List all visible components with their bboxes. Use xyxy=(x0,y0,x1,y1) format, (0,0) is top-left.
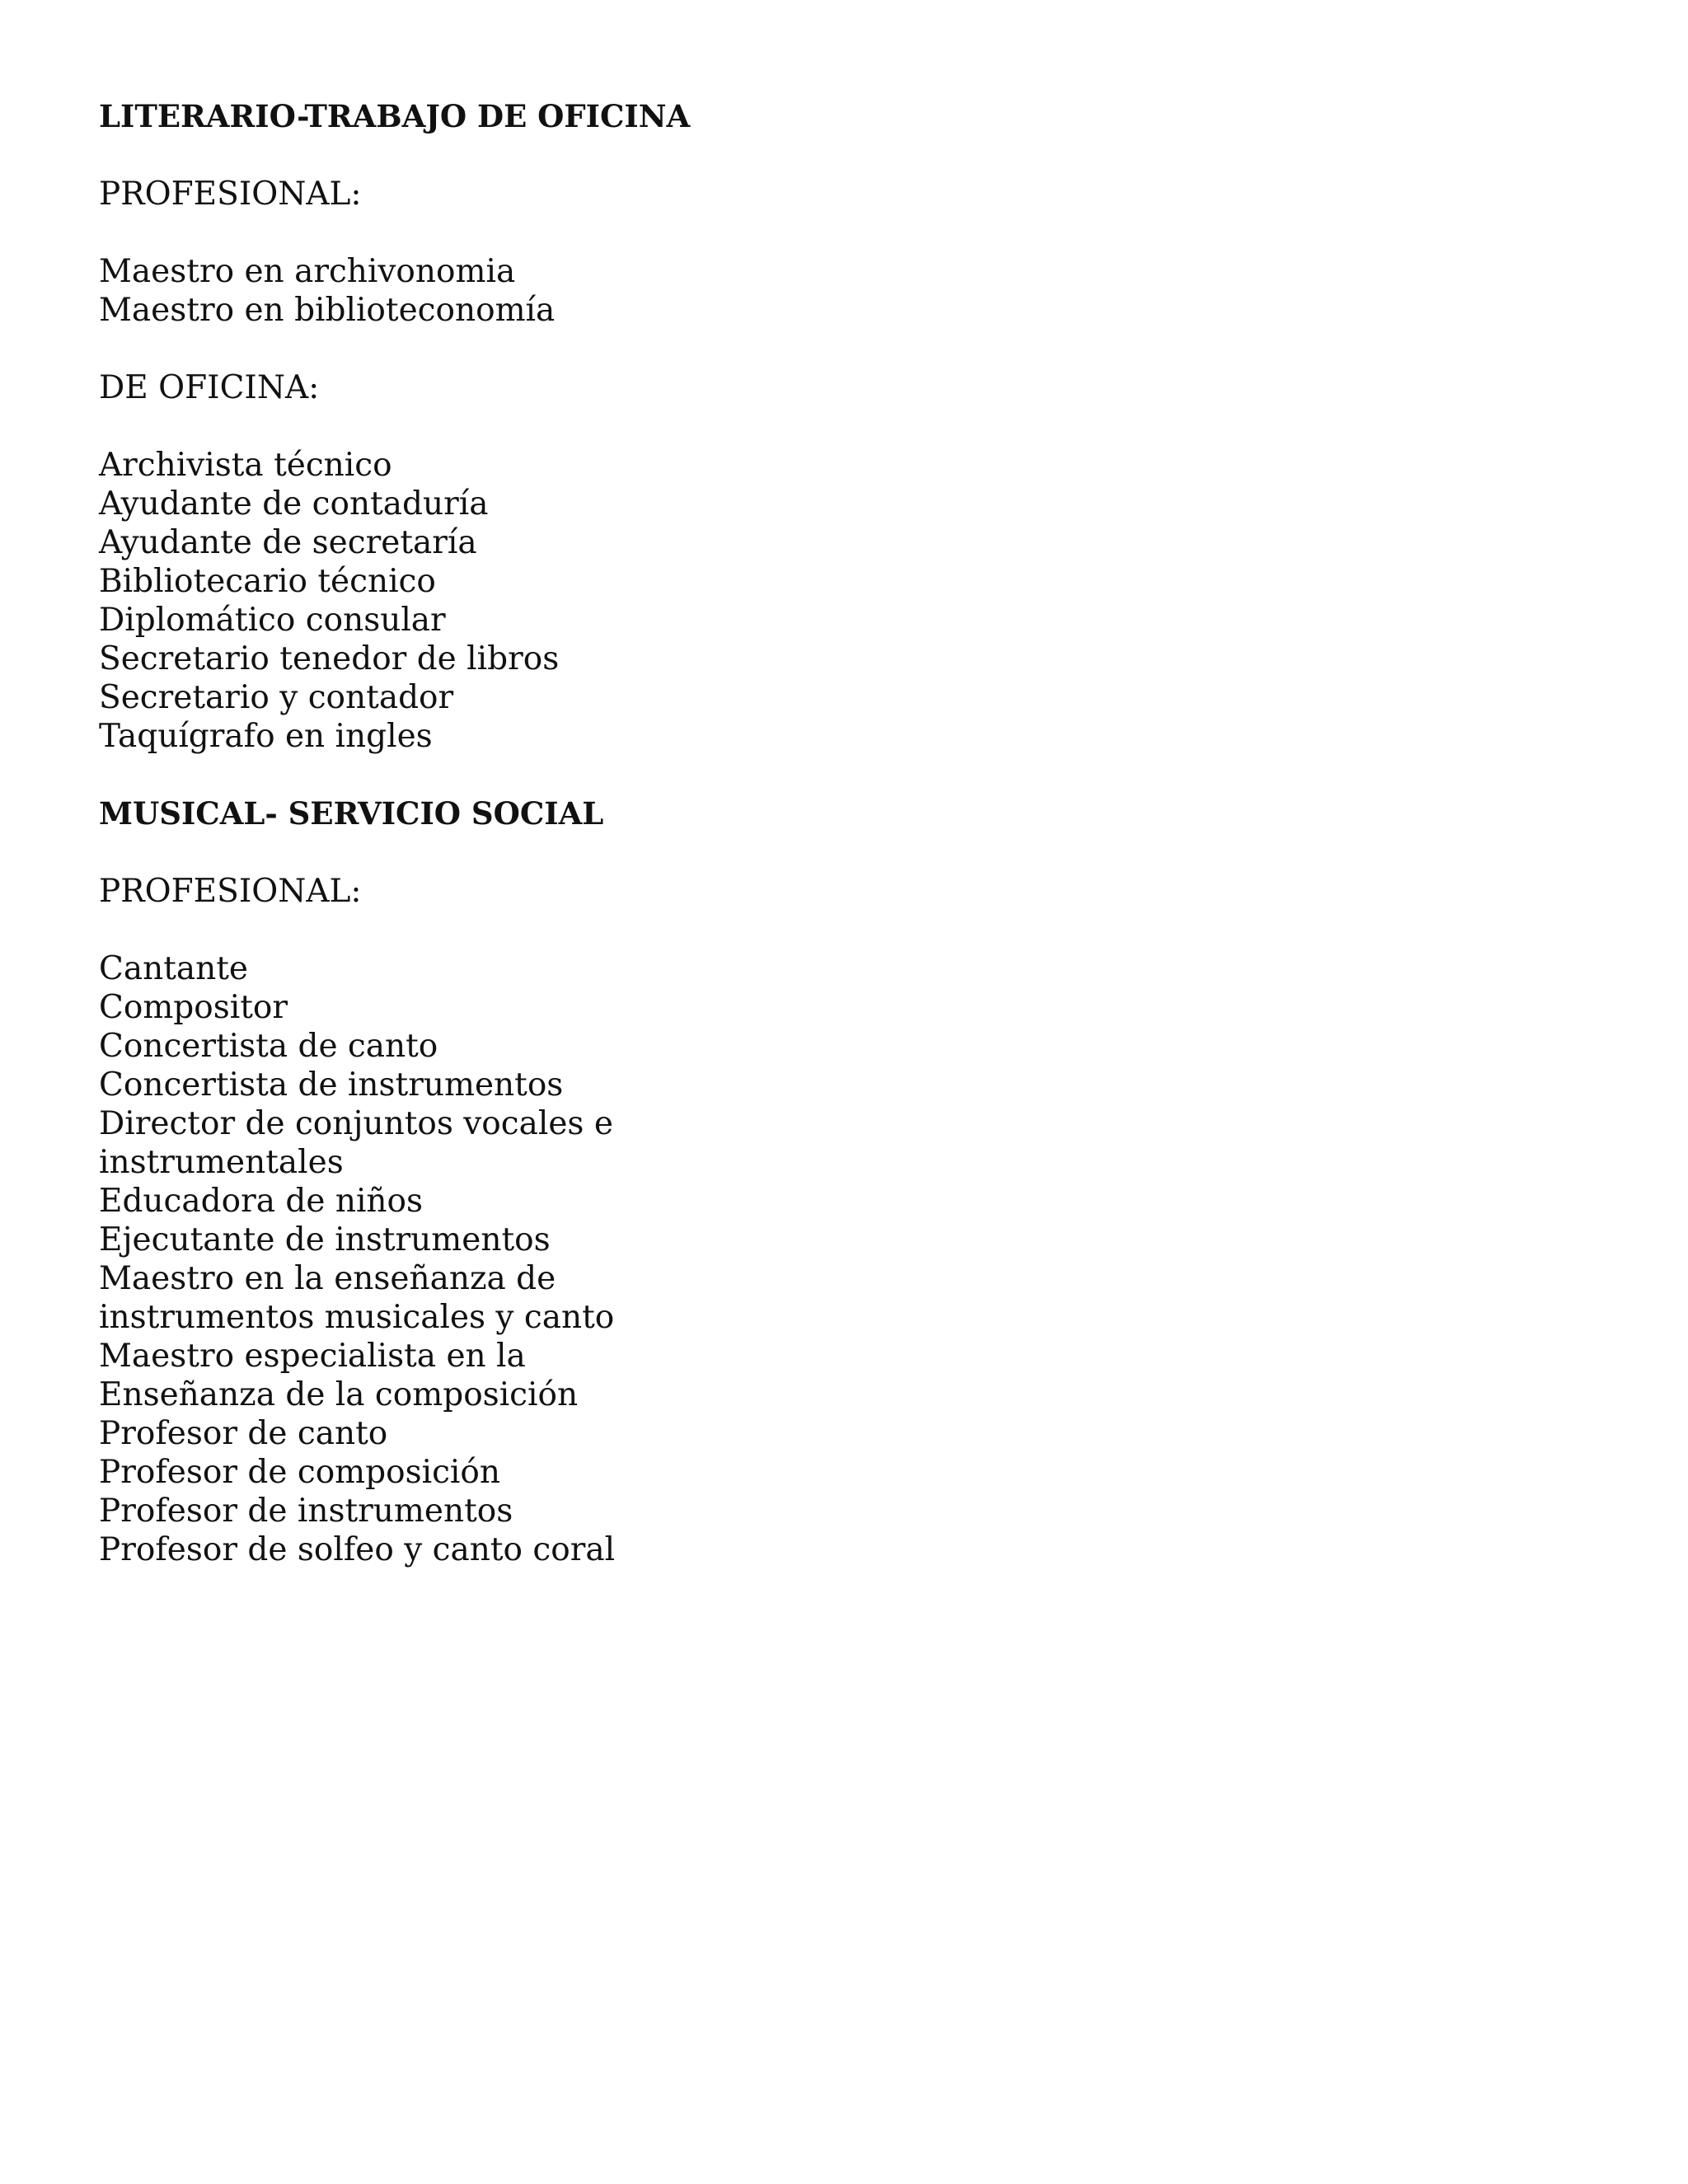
group-de-oficina xyxy=(99,368,1582,756)
list-item: Ayudante de secretaría xyxy=(99,524,477,561)
list-item: Archivista técnico xyxy=(99,447,392,484)
list-item: Maestro en archivonomia xyxy=(99,253,516,290)
list-item: Concertista de instrumentos xyxy=(99,1066,564,1104)
list-item: Enseñanza de la composición xyxy=(99,1376,579,1413)
list-item: Concertista de canto xyxy=(99,1028,438,1065)
list-item: instrumentos musicales y canto xyxy=(99,1299,615,1336)
group-label: PROFESIONAL: xyxy=(99,873,362,910)
section-heading: MUSICAL- SERVICIO SOCIAL xyxy=(99,795,604,832)
list-item: Maestro especialista en la xyxy=(99,1338,526,1375)
group-label: DE OFICINA: xyxy=(99,369,320,406)
list-item: Ejecutante de instrumentos xyxy=(99,1221,551,1258)
list-item: Profesor de instrumentos xyxy=(99,1493,513,1530)
list-item: Taquígrafo en ingles xyxy=(99,718,433,755)
spacer xyxy=(99,213,1582,252)
document-page xyxy=(99,97,1582,1569)
spacer xyxy=(99,756,1582,794)
list-item: Director de conjuntos vocales e xyxy=(99,1105,613,1142)
list-item: Educadora de niños xyxy=(99,1183,424,1220)
list-item: Secretario y contador xyxy=(99,679,454,716)
list-item: Maestro en biblioteconomía xyxy=(99,292,556,329)
spacer xyxy=(99,136,1582,175)
list-item: Profesor de solfeo y canto coral xyxy=(99,1531,616,1568)
list-item: Bibliotecario técnico xyxy=(99,563,436,600)
list-item: Maestro en la enseñanza de xyxy=(99,1260,556,1297)
spacer xyxy=(99,911,1582,949)
list-item: Diplomático consular xyxy=(99,602,446,639)
list-item: Compositor xyxy=(99,989,288,1026)
group-label: PROFESIONAL: xyxy=(99,176,362,213)
spacer xyxy=(99,407,1582,446)
spacer xyxy=(99,833,1582,872)
section-heading: LITERARIO-TRABAJO DE OFICINA xyxy=(99,98,691,134)
spacer xyxy=(99,330,1582,368)
list-item: Profesor de composición xyxy=(99,1454,501,1491)
list-item: Cantante xyxy=(99,950,249,987)
group-profesional xyxy=(99,175,1582,330)
list-item: Ayudante de contaduría xyxy=(99,485,489,523)
list-item: Secretario tenedor de libros xyxy=(99,640,560,677)
section-musical xyxy=(99,794,1582,1569)
group-profesional xyxy=(99,872,1582,1569)
list-item: Profesor de canto xyxy=(99,1415,388,1452)
list-item: instrumentales xyxy=(99,1144,344,1181)
section-literario xyxy=(99,97,1582,756)
